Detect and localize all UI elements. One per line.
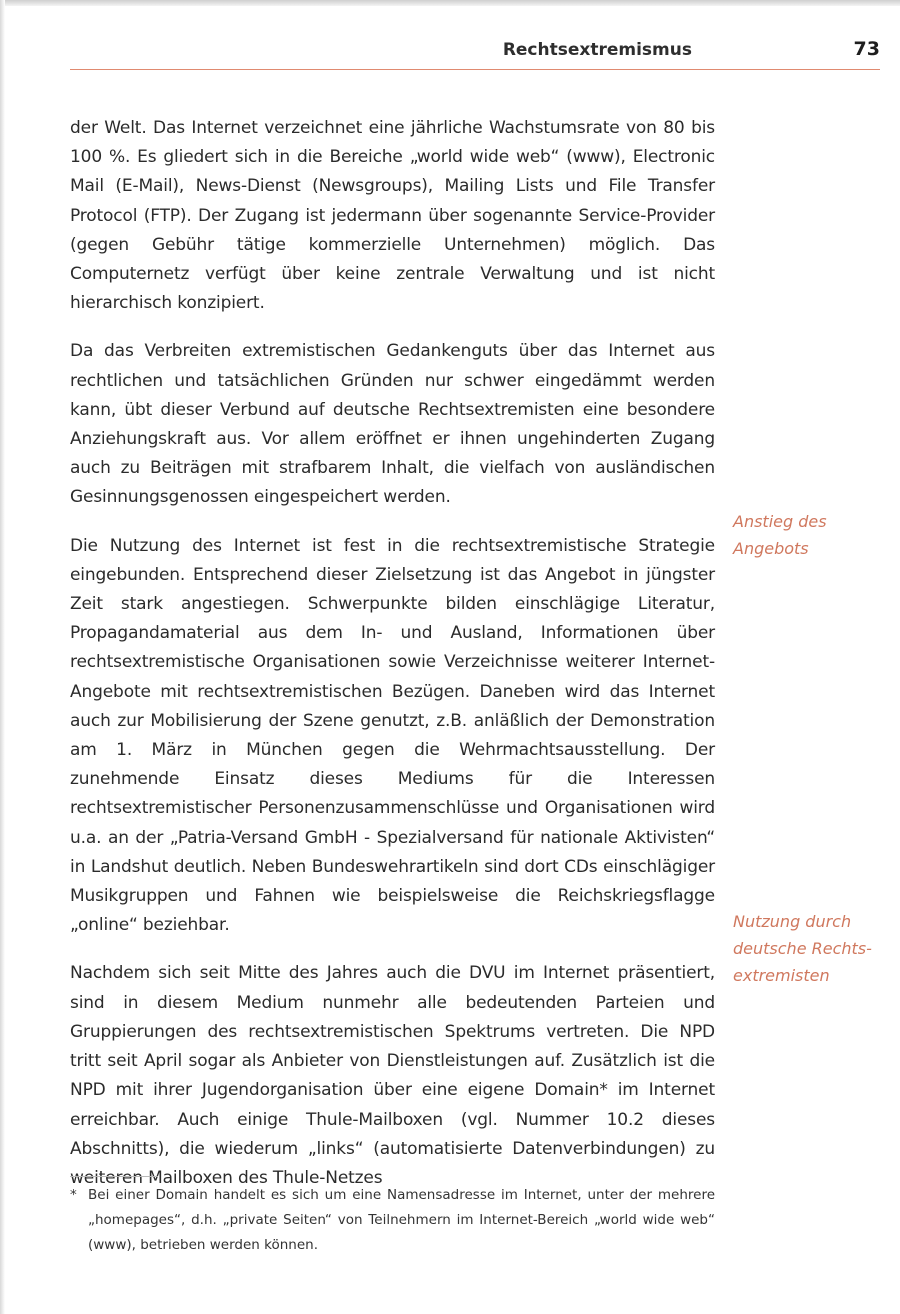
footnote [70, 1183, 715, 1258]
page-number: 73 [853, 38, 880, 60]
footnote-rule [70, 1176, 158, 1177]
main-text-column [70, 114, 715, 1193]
page-header [70, 38, 880, 68]
page-edge-shadow [0, 0, 900, 6]
footnote-text: Bei einer Domain handelt es sich um eine Namensadresse im Internet, unter der mehrere „homepages“, d.h. „private Seiten“ von Teilnehmern im Internet-Bereich „world wide web“ (www), betrieben werden können. [88, 1187, 715, 1253]
paragraph-usage: Nachdem sich seit Mitte des Jahres auch die DVU im Internet präsentiert, sind in diesem Medium nunmehr alle bedeutenden Parteien und Gruppierungen des rechtsextremistischen Spektrums vertreten. Die NPD tritt seit April sogar als Anbieter von Dienstleistungen auf. Zusätzlich ist die NPD mit ihrer Jugendorganisation über eine eigene Domain* im Internet erreichbar. Auch einige Thule-Mailboxen (vgl. Nummer 10.2 dieses Abschnitts), die wiederum „links“ (automatisierte Datenverbindungen) zu weiteren Mailboxen des Thule-Netzes [70, 963, 715, 1188]
margin-note-angebot: Anstieg des Angebots [733, 512, 827, 558]
header-rule [70, 69, 880, 70]
paragraph-strategy: Die Nutzung des Internet ist fest in die rechtsextremistische Strategie eingebunden. Entsprechend dieser Zielsetzung ist das Angebot in jüngster Zeit stark angestiegen. Schwerpunkte bilden einschlägige Literatur, Propagandamaterial aus dem In- und Ausland, Informationen über rechtsextremistische Organisationen sowie Verzeichnisse weiterer Internet-Angebote mit rechtsextremistischen Bezügen. Daneben wird das Internet auch zur Mobilisierung der Szene genutzt, z.B. anläßlich der Demonstration am 1. März in München gegen die Wehrmachtsausstellung. Der zunehmende Einsatz dieses Mediums für die Interessen rechtsextremistischer Personenzusammenschlüsse und Organisationen wird u.a. an der „Patria-Versand GmbH - Spezialversand für nationale Aktivisten“ in Landshut deutlich. Neben Bundeswehrartikeln sind dort CDs einschlägiger Musikgruppen und Fahnen wie beispielsweise die Reichskriegsflagge „online“ beziehbar. [70, 535, 715, 936]
footnote-mark: * [70, 1187, 77, 1203]
margin-note-nutzung: Nutzung durch deutsche Rechts- extremisten [733, 912, 872, 985]
paragraph-attraction: Da das Verbreiten extremistischen Gedankenguts über das Internet aus rechtlichen und tatsächlichen Gründen nur schwer eingedämmt werden kann, übt dieser Verbund auf deutsche Rechtsextremisten eine besondere Anziehungskraft aus. Vor allem eröffnet er ihnen ungehinderten Zugang auch zu Beiträgen mit strafbarem Inhalt, die vielfach von ausländischen Gesinnungsgenossen eingespeichert werden. [70, 341, 715, 508]
page-edge-shadow-left [0, 0, 5, 1314]
running-title: Rechtsextremismus [502, 40, 692, 60]
paragraph-internet-overview: der Welt. Das Internet verzeichnet eine jährliche Wachstumsrate von 80 bis 100 %. Es gliedert sich in die Bereiche „world wide web“ (www), Electronic Mail (E-Mail), News-Dienst (Newsgroups), Mailing Lists und File Transfer Protocol (FTP). Der Zugang ist jedermann über sogenannte Service-Provider (gegen Gebühr tätige kommerzielle Unternehmen) möglich. Das Computernetz verfügt über keine zentrale Verwaltung und ist nicht hierarchisch konzipiert. [70, 118, 715, 314]
